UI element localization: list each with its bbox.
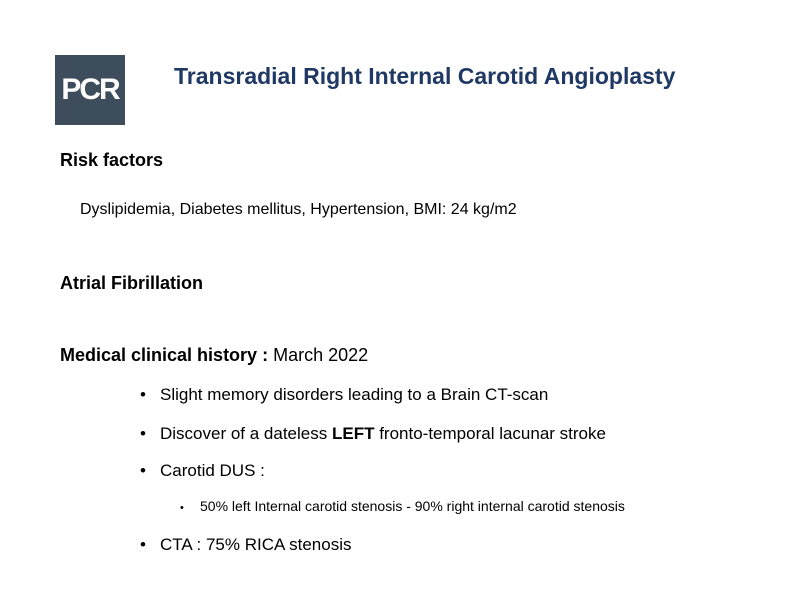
slide-title: Transradial Right Internal Carotid Angioplasty — [174, 63, 676, 89]
bullet-text: Slight memory disorders leading to a Brain CT-scan — [160, 385, 549, 404]
history-bullet-2 — [140, 424, 606, 444]
bullet-text-tail: fronto-temporal lacunar stroke — [374, 424, 606, 443]
sub-bullet-text: 50% left Internal carotid stenosis - 90% right internal carotid stenosis — [200, 498, 625, 514]
history-bullet-3 — [140, 461, 265, 481]
bullet-text: Carotid DUS : — [160, 461, 265, 480]
history-bullet-1 — [140, 385, 548, 405]
bullet-icon: • — [140, 385, 146, 404]
bullet-icon: • — [140, 535, 146, 554]
atrial-fibrillation-heading: Atrial Fibrillation — [60, 273, 204, 293]
history-sub-bullet — [180, 498, 625, 514]
risk-factors-text: Dyslipidemia, Diabetes mellitus, Hypertension, BMI: 24 kg/m2 — [80, 201, 517, 218]
history-heading: Medical clinical history : — [60, 345, 269, 365]
history-date: March 2022 — [268, 345, 369, 365]
history-heading-line — [60, 345, 368, 366]
bullet-text: Discover of a dateless — [160, 424, 332, 443]
bullet-icon: • — [140, 424, 146, 443]
risk-factors-heading: Risk factors — [60, 150, 164, 170]
history-bullet-4 — [140, 535, 351, 555]
pcr-logo — [55, 55, 125, 125]
bullet-icon: • — [140, 461, 146, 480]
bullet-emphasis: LEFT — [331, 424, 375, 443]
bullet-text: CTA : 75% RICA stenosis — [160, 535, 352, 554]
logo-text: PCR — [61, 73, 119, 106]
sub-bullet-icon: • — [180, 502, 184, 514]
